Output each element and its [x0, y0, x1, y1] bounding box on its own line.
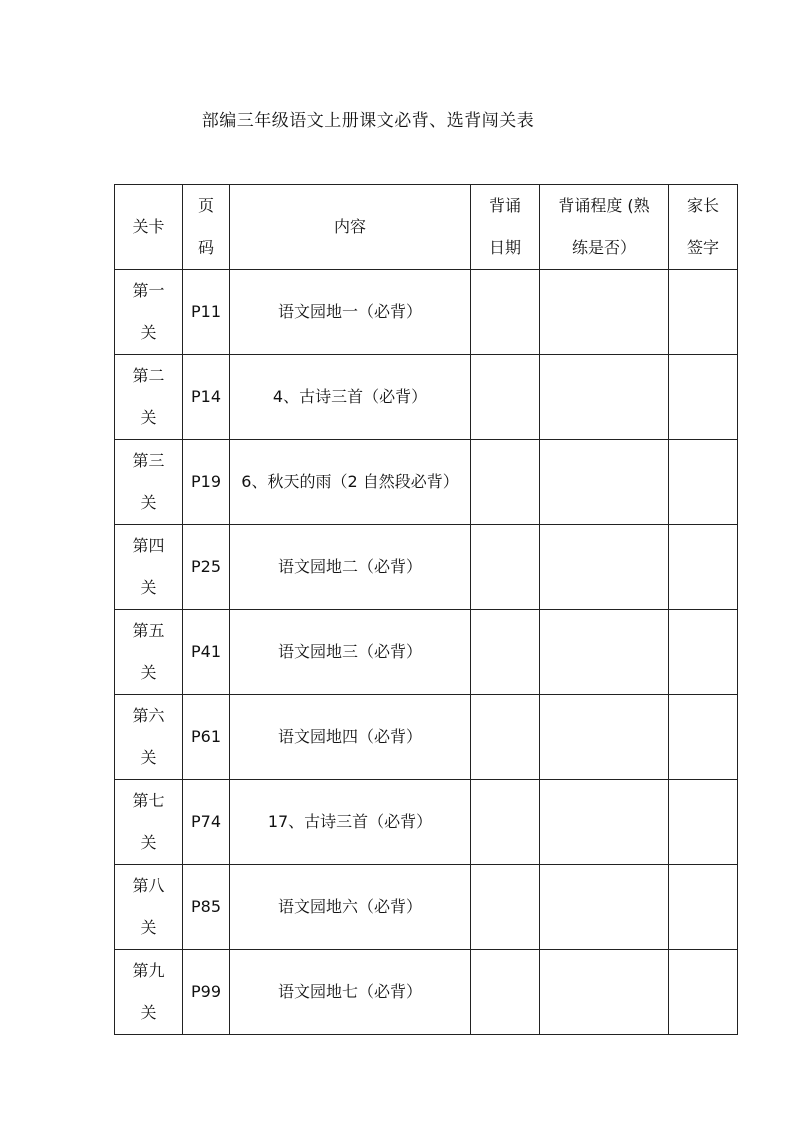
- level-line1: 第一: [132, 281, 165, 300]
- level-cell: [115, 440, 183, 525]
- level-line1: 第三: [132, 451, 165, 470]
- page-cell: P19: [183, 440, 230, 525]
- header-content: 内容: [230, 185, 471, 270]
- sign-cell[interactable]: [669, 610, 738, 695]
- level-line2: 关: [140, 493, 157, 512]
- content-cell: 语文园地四（必背）: [230, 695, 471, 780]
- sign-cell[interactable]: [669, 525, 738, 610]
- header-date-line2: 日期: [488, 238, 521, 257]
- content-cell: 17、古诗三首（必背）: [230, 780, 471, 865]
- page-cell: P99: [183, 950, 230, 1035]
- level-cell: [115, 780, 183, 865]
- level-line1: 第二: [132, 366, 165, 385]
- date-cell[interactable]: [471, 355, 540, 440]
- sign-cell[interactable]: [669, 270, 738, 355]
- content-cell: 6、秋天的雨（2 自然段必背）: [230, 440, 471, 525]
- level-cell: [115, 865, 183, 950]
- page-cell: P61: [183, 695, 230, 780]
- content-cell: 4、古诗三首（必背）: [230, 355, 471, 440]
- degree-cell[interactable]: [540, 525, 669, 610]
- level-cell: [115, 270, 183, 355]
- degree-cell[interactable]: [540, 355, 669, 440]
- page-cell: P11: [183, 270, 230, 355]
- degree-cell[interactable]: [540, 950, 669, 1035]
- content-cell: 语文园地一（必背）: [230, 270, 471, 355]
- level-cell: [115, 695, 183, 780]
- level-line2: 关: [140, 918, 157, 937]
- document-title: [0, 106, 800, 131]
- table-row: [115, 610, 738, 695]
- level-line1: 第八: [132, 876, 165, 895]
- level-line1: 第七: [132, 791, 165, 810]
- level-cell: [115, 950, 183, 1035]
- level-cell: [115, 355, 183, 440]
- header-degree: [540, 185, 669, 270]
- header-date-line1: 背诵: [488, 196, 521, 215]
- degree-cell[interactable]: [540, 440, 669, 525]
- degree-cell[interactable]: [540, 865, 669, 950]
- sign-cell[interactable]: [669, 780, 738, 865]
- header-page-line1: 页: [197, 196, 214, 215]
- table-row: [115, 695, 738, 780]
- level-line2: 关: [140, 323, 157, 342]
- degree-cell[interactable]: [540, 610, 669, 695]
- date-cell[interactable]: [471, 865, 540, 950]
- page-cell: P85: [183, 865, 230, 950]
- content-cell: 语文园地二（必背）: [230, 525, 471, 610]
- level-line1: 第九: [132, 961, 165, 980]
- date-cell[interactable]: [471, 950, 540, 1035]
- table-row: [115, 865, 738, 950]
- date-cell[interactable]: [471, 270, 540, 355]
- level-line1: 第四: [132, 536, 165, 555]
- table-row: [115, 355, 738, 440]
- page-cell: P74: [183, 780, 230, 865]
- sign-cell[interactable]: [669, 865, 738, 950]
- degree-cell[interactable]: [540, 780, 669, 865]
- header-degree-line1: 背诵程度 (熟: [558, 196, 650, 215]
- degree-cell[interactable]: [540, 270, 669, 355]
- header-sign-line2: 签字: [686, 238, 719, 257]
- header-degree-line2: 练是否）: [571, 238, 636, 257]
- page-cell: P14: [183, 355, 230, 440]
- sign-cell[interactable]: [669, 440, 738, 525]
- header-sign-line1: 家长: [686, 196, 719, 215]
- document-title-text: 部编三年级语文上册课文必背、选背闯关表: [201, 111, 535, 131]
- level-line2: 关: [140, 663, 157, 682]
- content-cell: 语文园地七（必背）: [230, 950, 471, 1035]
- content-cell: 语文园地六（必背）: [230, 865, 471, 950]
- page-cell: P41: [183, 610, 230, 695]
- page-cell: P25: [183, 525, 230, 610]
- header-level: 关卡: [115, 185, 183, 270]
- header-page: [183, 185, 230, 270]
- sign-cell[interactable]: [669, 355, 738, 440]
- level-line2: 关: [140, 833, 157, 852]
- recitation-table: [114, 184, 738, 1035]
- table-row: [115, 525, 738, 610]
- sign-cell[interactable]: [669, 695, 738, 780]
- header-sign: [669, 185, 738, 270]
- level-line2: 关: [140, 578, 157, 597]
- header-row: [115, 185, 738, 270]
- date-cell[interactable]: [471, 695, 540, 780]
- level-line2: 关: [140, 1003, 157, 1022]
- table-row: [115, 950, 738, 1035]
- level-cell: [115, 525, 183, 610]
- header-date: [471, 185, 540, 270]
- content-cell: 语文园地三（必背）: [230, 610, 471, 695]
- date-cell[interactable]: [471, 440, 540, 525]
- level-line2: 关: [140, 748, 157, 767]
- level-line1: 第五: [132, 621, 165, 640]
- sign-cell[interactable]: [669, 950, 738, 1035]
- table-row: [115, 780, 738, 865]
- level-line2: 关: [140, 408, 157, 427]
- degree-cell[interactable]: [540, 695, 669, 780]
- date-cell[interactable]: [471, 525, 540, 610]
- header-page-line2: 码: [197, 238, 214, 257]
- date-cell[interactable]: [471, 610, 540, 695]
- level-cell: [115, 610, 183, 695]
- table-row: [115, 270, 738, 355]
- table-row: [115, 440, 738, 525]
- level-line1: 第六: [132, 706, 165, 725]
- date-cell[interactable]: [471, 780, 540, 865]
